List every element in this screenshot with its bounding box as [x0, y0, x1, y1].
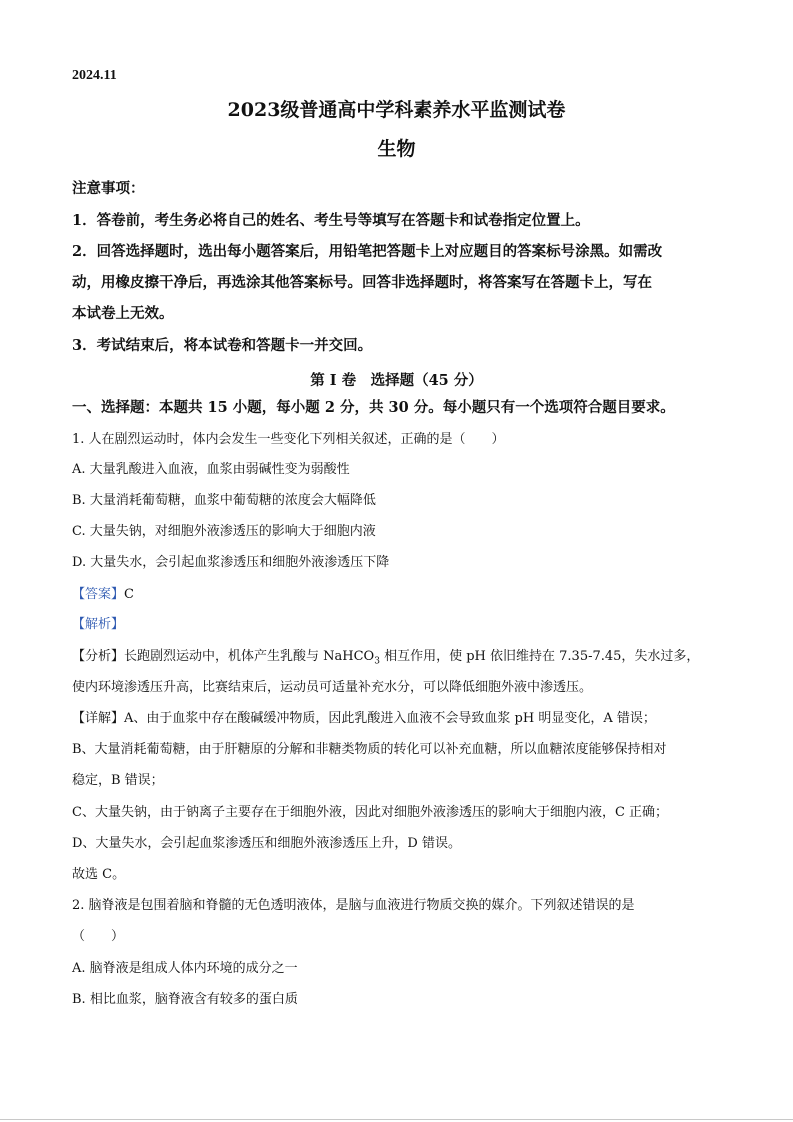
detail-line-b2: 稳定，B 错误； [72, 773, 164, 788]
notice-item-3: 3．考试结束后，将本试卷和答题卡一并交回。 [72, 337, 373, 354]
section-title: 第 I 卷 选择题（45 分） [310, 372, 483, 389]
notice-item-2-line-1: 2．回答选择题时，选出每小题答案后，用铅笔把答题卡上对应题目的答案标号涂黑。如需改 [72, 243, 663, 260]
notice-heading: 注意事项： [72, 180, 145, 197]
question-1-answer [72, 587, 134, 603]
exam-subject: 生物 [377, 138, 416, 160]
fenxi-subscript: 3 [374, 656, 380, 667]
detail-line-b1: B、大量消耗葡萄糖，由于肝糖原的分解和非糖类物质的转化可以补充血糖，所以血糖浓度能够保持相对 [72, 742, 667, 757]
fenxi-label: 【分析】 [72, 649, 125, 664]
exam-title: 2023级普通高中学科素养水平监测试卷 [227, 99, 566, 121]
fenxi-line-1 [72, 649, 699, 670]
notice-item-2-line-3: 本试卷上无效。 [72, 305, 174, 322]
fenxi-text-a: 长跑剧烈运动中，机体产生乳酸与 NaHCO [124, 649, 375, 664]
question-1-option-c: C. 大量失钠，对细胞外液渗透压的影响大于细胞内液 [72, 524, 376, 539]
fenxi-text-b: 相互作用，使 pH 依旧维持在 7.35-7.45，失水过多， [379, 649, 700, 664]
question-2-option-b: B. 相比血浆，脑脊液含有较多的蛋白质 [72, 992, 298, 1007]
detail-line-a [72, 711, 656, 727]
exam-date: 2024.11 [72, 68, 117, 83]
question-2-stem-line-2: （ ） [72, 929, 125, 944]
conclusion: 故选 C。 [72, 867, 126, 882]
question-1-option-a: A. 大量乳酸进入血液，血浆由弱碱性变为弱酸性 [72, 462, 350, 477]
notice-item-1: 1．答卷前，考生务必将自己的姓名、考生号等填写在答题卡和试卷指定位置上。 [72, 212, 590, 229]
detail-line-c: C、大量失钠，由于钠离子主要存在于细胞外液，因此对细胞外液渗透压的影响大于细胞内液，C 正确； [72, 805, 669, 820]
notice-item-2-line-2: 动，用橡皮擦干净后，再选涂其他答案标号。回答非选择题时，将答案写在答题卡上，写在 [72, 274, 652, 291]
question-1-stem: 1. 人在剧烈运动时，体内会发生一些变化下列相关叙述，正确的是（ ） [72, 432, 505, 447]
question-2-option-a: A. 脑脊液是组成人体内环境的成分之一 [72, 961, 298, 976]
section-instruction: 一、选择题：本题共 15 小题，每小题 2 分，共 30 分。每小题只有一个选项符合题目要求。 [72, 399, 675, 416]
analysis-label: 【解析】 [72, 617, 125, 632]
detail-line-d: D、大量失水，会引起血浆渗透压和细胞外液渗透压上升，D 错误。 [72, 836, 461, 851]
question-1-option-d: D. 大量失水，会引起血浆渗透压和细胞外液渗透压下降 [72, 555, 390, 570]
page-bottom-divider [0, 1119, 793, 1120]
detail-a-text: A、由于血浆中存在酸碱缓冲物质，因此乳酸进入血液不会导致血浆 pH 明显变化，A 错误； [124, 711, 656, 726]
answer-label: 【答案】 [72, 587, 125, 602]
xiangjie-label: 【详解】 [72, 711, 125, 726]
answer-value: C [124, 587, 134, 602]
fenxi-line-2: 使内环境渗透压升高，比赛结束后，运动员可适量补充水分，可以降低细胞外液中渗透压。 [72, 680, 593, 695]
question-2-stem-line-1: 2. 脑脊液是包围着脑和脊髓的无色透明液体，是脑与血液进行物质交换的媒介。下列叙述错误的是 [72, 898, 635, 913]
question-1-option-b: B. 大量消耗葡萄糖，血浆中葡萄糖的浓度会大幅降低 [72, 493, 376, 508]
